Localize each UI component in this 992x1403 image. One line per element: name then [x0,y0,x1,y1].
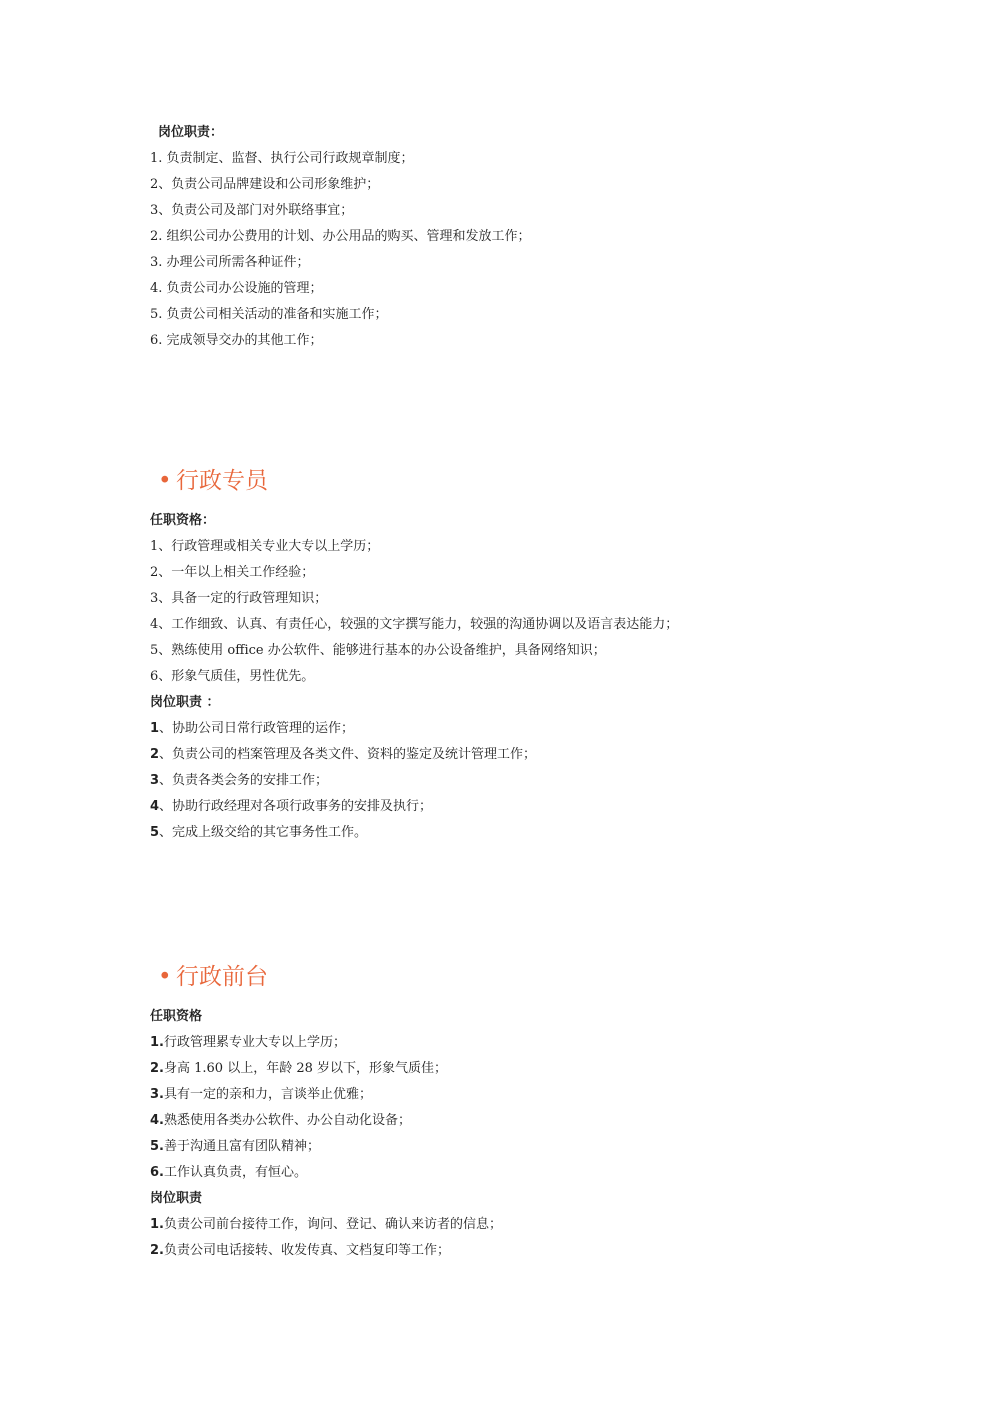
duty-item: 2、负责公司品牌建设和公司形象维护； [150,177,380,192]
duty-item [150,1212,910,1238]
qualification-item [150,1056,910,1082]
item-text: 善于沟通且富有团队精神； [163,1139,320,1154]
qualification-item: 4、工作细致、认真、有责任心，较强的文字撰写能力，较强的沟通协调以及语言表达能力； [150,617,679,632]
duties-title: 岗位职责 [150,1191,203,1206]
item-text: 具有一定的亲和力，言谈举止优雅； [163,1087,372,1102]
duties-title: 岗位职责： [158,125,224,140]
qualification-item: 3、具备一定的行政管理知识； [150,591,328,606]
duty-item [150,742,910,768]
item-number: 1. [150,1217,164,1232]
item-number: 2. [150,1243,164,1258]
item-text: 、负责各类会务的安排工作； [159,773,329,788]
section-general-duties [150,120,910,354]
duty-item [150,1238,910,1264]
duty-item [150,768,910,794]
duty-item [150,794,910,820]
item-number: 1. [150,1035,164,1050]
qualification-item [150,1082,910,1108]
section-admin-specialist [150,466,910,846]
duty-item: 4. 负责公司办公设施的管理； [150,281,323,296]
bullet-icon: • [158,468,172,494]
item-text: 负责公司电话接转、收发传真、文档复印等工作； [163,1243,450,1258]
duty-item: 6. 完成领导交办的其他工作； [150,333,323,348]
duty-item [150,716,910,742]
qualification-item: 6、形象气质佳，男性优先。 [150,669,315,684]
item-text: 、协助行政经理对各项行政事务的安排及执行； [159,799,433,814]
heading-text: 行政前台 [176,964,268,990]
item-number: 4 [150,799,160,814]
qualification-item: 1、行政管理或相关专业大专以上学历； [150,539,380,554]
item-text: 负责公司前台接待工作，询问、登记、确认来访者的信息； [163,1217,502,1232]
qualification-item: 2、一年以上相关工作经验； [150,565,315,580]
item-number: 3 [150,773,160,788]
duty-item: 3. 办理公司所需各种证件； [150,255,310,270]
item-number: 2 [150,747,160,762]
item-number: 2. [150,1061,164,1076]
duties-title: 岗位职责 ： [150,695,220,710]
item-text: 身高 1.60 以上，年龄 28 岁以下，形象气质佳； [163,1061,448,1076]
item-text: 、协助公司日常行政管理的运作； [159,721,355,736]
item-number: 5 [150,825,160,840]
duty-item: 5. 负责公司相关活动的准备和实施工作； [150,307,388,322]
qualification-item [150,1134,910,1160]
item-text: 工作认真负责，有恒心。 [163,1165,307,1180]
duty-item: 1. 负责制定、监督、执行公司行政规章制度； [150,151,414,166]
qualification-item [150,1160,910,1186]
bullet-icon: • [158,964,172,990]
qualifications-title: 任职资格： [150,513,216,528]
item-number: 3. [150,1087,164,1102]
qualification-item: 5、熟练使用 office 办公软件、能够进行基本的办公设备维护，具备网络知识； [150,643,606,658]
section-admin-reception [150,962,910,1264]
section-heading [158,962,910,992]
item-number: 4. [150,1113,164,1128]
heading-text: 行政专员 [176,468,268,494]
item-text: 熟悉使用各类办公软件、办公自动化设备； [163,1113,411,1128]
qualification-item [150,1030,910,1056]
duty-item: 3、负责公司及部门对外联络事宜； [150,203,354,218]
item-text: 行政管理累专业大专以上学历； [163,1035,346,1050]
qualification-item [150,1108,910,1134]
section-heading [158,466,910,496]
qualifications-title: 任职资格 [150,1009,203,1024]
duty-item [150,820,910,846]
item-number: 6. [150,1165,164,1180]
item-number: 1 [150,721,160,736]
item-text: 、完成上级交给的其它事务性工作。 [159,825,368,840]
item-text: 、负责公司的档案管理及各类文件、资料的鉴定及统计管理工作； [159,747,537,762]
item-number: 5. [150,1139,164,1154]
duty-item: 2. 组织公司办公费用的计划、办公用品的购买、管理和发放工作； [150,229,531,244]
